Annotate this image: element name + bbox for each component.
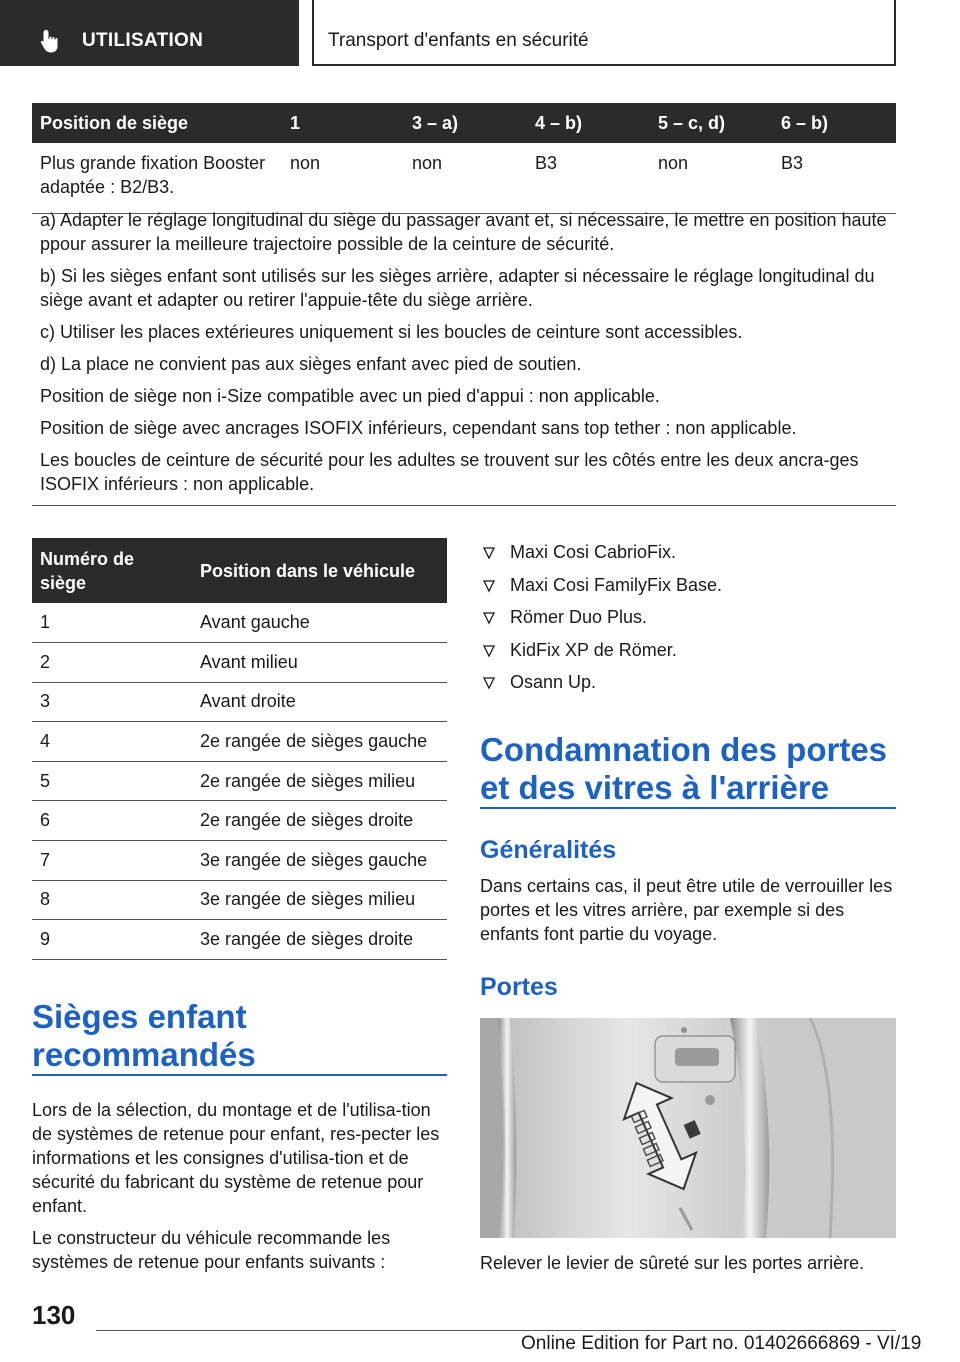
heading-line: Condamnation des portes (480, 731, 888, 768)
table-header-row (32, 103, 896, 143)
list-item (480, 538, 896, 571)
page-header (0, 0, 960, 66)
table-cell: B3 (527, 143, 650, 214)
list-item-label: Maxi Cosi CabrioFix. (510, 542, 677, 562)
column-header: 6 – b) (773, 103, 896, 143)
column-header: Numéro de siège (32, 538, 192, 603)
table-cell: 2 (32, 643, 192, 683)
triangle-bullet-icon (482, 676, 496, 690)
column-header: 1 (282, 103, 404, 143)
locking-heading (480, 731, 896, 807)
column-header: Position dans le véhicule (192, 538, 447, 603)
heading-divider (480, 807, 896, 809)
recommended-text (32, 1098, 447, 1282)
table-cell: 2e rangée de sièges gauche (192, 722, 447, 762)
triangle-bullet-icon (482, 579, 496, 593)
table-cell: 6 (32, 801, 192, 841)
table-cell: 2e rangée de sièges droite (192, 801, 447, 841)
list-item (480, 668, 896, 701)
column-header: 4 – b) (527, 103, 650, 143)
triangle-bullet-icon (482, 644, 496, 658)
paragraph: Lors de la sélection, du montage et de l'utilisa-tion de systèmes de retenue pour enfant, res-pecter les informations et les consignes d'utilisa-tion et de sécurité du fabricant du système de retenue pour enfant. (32, 1100, 440, 1216)
list-item-label: Maxi Cosi FamilyFix Base. (510, 574, 723, 595)
table-cell: 9 (32, 920, 192, 960)
table-cell: 4 (32, 722, 192, 762)
footnote: b) Si les sièges enfant sont utilisés sur les sièges arrière, adapter si nécessaire le réglage longitudinal du siège avant et adapter ou retirer l'appuie-tête du siège arrière. (40, 266, 875, 310)
table-cell: 7 (32, 841, 192, 881)
section-tab[interactable] (0, 0, 299, 66)
column-header: 3 – a) (404, 103, 527, 143)
table-row (32, 722, 447, 762)
table-cell: Avant milieu (192, 643, 447, 683)
table-row (32, 761, 447, 801)
heading-line: et des vitres à l'arrière (480, 769, 830, 806)
photo-caption (480, 1251, 896, 1283)
list-item (480, 603, 896, 636)
triangle-bullet-icon (482, 611, 496, 625)
list-item (480, 571, 896, 604)
table-cell: Plus grande fixation Booster adaptée : B2/B3. (32, 143, 282, 214)
footnote: c) Utiliser les places extérieures uniquement si les boucles de ceinture sont accessibles. (40, 322, 743, 342)
list-item-label: Osann Up. (510, 672, 597, 692)
footer-divider (96, 1330, 896, 1331)
table-cell: non (650, 143, 773, 214)
table-row (32, 841, 447, 881)
hand-pointer-icon (38, 28, 64, 54)
table-row (32, 143, 896, 214)
heading-line: recommandés (32, 1036, 256, 1073)
footnote: Position de siège non i-Size compatible avec un pied d'appui : non applicable. (40, 386, 660, 406)
table-footnotes (32, 208, 896, 506)
table-cell: 3e rangée de sièges gauche (192, 841, 447, 881)
list-item (480, 636, 896, 669)
table-row (32, 643, 447, 683)
recommended-seat-list (480, 538, 896, 701)
table-cell: 3e rangée de sièges milieu (192, 880, 447, 920)
door-lock-photo (480, 1018, 896, 1238)
triangle-bullet-icon (482, 546, 496, 560)
table-cell: B3 (773, 143, 896, 214)
doors-heading: Portes (480, 973, 558, 1001)
table-cell: 3 (32, 682, 192, 722)
paragraph: Dans certains cas, il peut être utile de verrouiller les portes et les vitres arrière, par exemple si des enfants font partie du voyage. (480, 876, 893, 944)
heading-line: Sièges enfant (32, 998, 247, 1035)
table-cell: 8 (32, 880, 192, 920)
table-cell: 1 (32, 603, 192, 643)
general-heading: Généralités (480, 836, 617, 864)
list-item-label: KidFix XP de Römer. (510, 639, 677, 660)
table-cell: non (282, 143, 404, 214)
heading-divider (32, 1074, 447, 1076)
footnote: Les boucles de ceinture de sécurité pour les adultes se trouvent sur les côtés entre les deux ancra-ges ISOFIX inférieurs : non applicable. (40, 450, 859, 494)
column-header: Position de siège (32, 103, 282, 143)
table-cell: Avant gauche (192, 603, 447, 643)
table-cell: Avant droite (192, 682, 447, 722)
table-cell: 3e rangée de sièges droite (192, 920, 447, 960)
seat-position-table (32, 103, 896, 214)
table-cell: 2e rangée de sièges milieu (192, 761, 447, 801)
table-header-row (32, 538, 447, 603)
list-item-label: Römer Duo Plus. (510, 607, 648, 627)
caption-text: Relever le levier de sûreté sur les portes arrière. (480, 1253, 865, 1273)
table-row (32, 603, 447, 643)
column-header: 5 – c, d) (650, 103, 773, 143)
chapter-tab[interactable] (312, 0, 896, 66)
table-row (32, 682, 447, 722)
paragraph: Le constructeur du véhicule recommande les systèmes de retenue pour enfants suivants : (32, 1228, 391, 1272)
table-row (32, 880, 447, 920)
footnote: d) La place ne convient pas aux sièges enfant avec pied de soutien. (40, 354, 582, 374)
footnote: Position de siège avec ancrages ISOFIX inférieurs, cependant sans top tether : non applicable. (40, 418, 797, 438)
footnote: a) Adapter le réglage longitudinal du siège du passager avant et, si nécessaire, le mettre en position haute ppour assurer la meilleure trajectoire possible de la ceinture de sécurité. (40, 210, 887, 254)
seat-number-table (32, 538, 447, 960)
recommended-seats-heading (32, 998, 447, 1074)
table-cell: 5 (32, 761, 192, 801)
table-cell: non (404, 143, 527, 214)
table-row (32, 920, 447, 960)
child-lock-lever-illustration (480, 1018, 896, 1238)
edition-note: Online Edition for Part no. 01402666869 - VI/19 (521, 1333, 922, 1354)
general-text (480, 874, 896, 954)
page-number: 130 (32, 1300, 76, 1330)
section-title: UTILISATION (82, 30, 204, 51)
chapter-title: Transport d'enfants en sécurité (328, 30, 589, 51)
table-row (32, 801, 447, 841)
